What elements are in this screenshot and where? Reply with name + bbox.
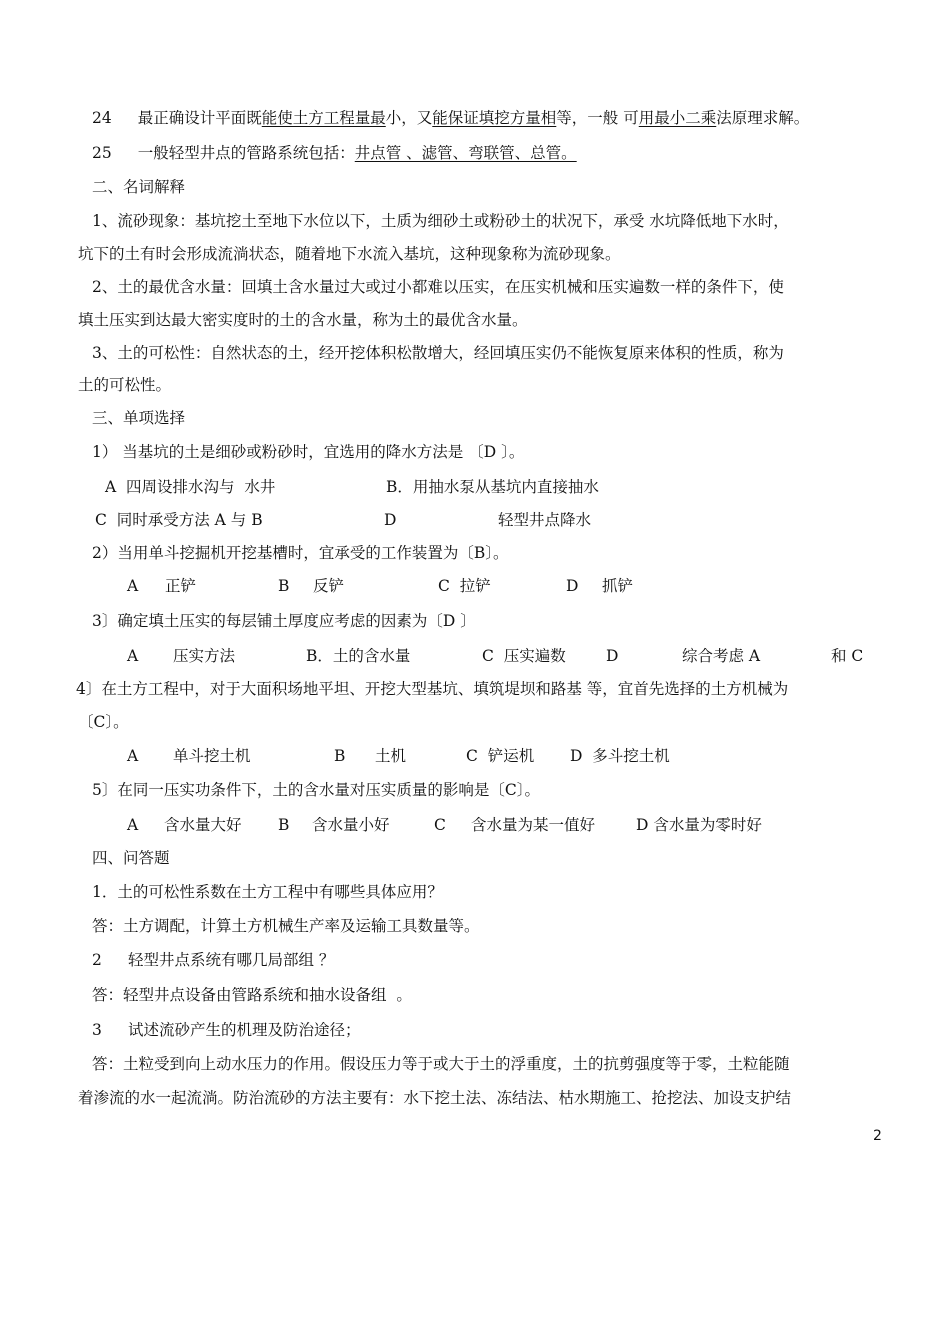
q24-text-3: 等，一般 可: [556, 109, 639, 127]
choice-q5-option-a-text: 含水量大好: [164, 816, 242, 834]
term-1-line-2: 坑下的土有时会形成流淌状态，随着地下水流入基坑，这种现象称为流砂现象。: [78, 245, 621, 263]
term-2-line-1: 2、土的最优含水量：回填土含水量过大或过小都难以压实，在压实机械和压实遍数一样的条件下，使: [92, 278, 784, 296]
choice-q1-option-c: C 同时承受方法 A 与 B: [95, 511, 263, 529]
choice-q2-stem: 2）当用单斗挖掘机开挖基槽时，宜承受的工作装置为〔B〕。: [92, 544, 509, 562]
choice-q3-option-d: D: [606, 647, 619, 665]
qa-answer-2: 答：轻型井点设备由管路系统和抽水设备组 。: [92, 986, 412, 1004]
choice-q3-option-d-text: 综合考虑 A: [682, 647, 761, 665]
choice-q4-option-b: B: [334, 747, 346, 765]
choice-q5-option-b: B: [278, 816, 290, 834]
qa-answer-3-line-2: 着渗流的水一起流淌。防治流砂的方法主要有：水下挖土法、冻结法、枯水期施工、抢挖法、加设支护结: [78, 1089, 792, 1107]
qa-question-2: 轻型井点系统有哪几局部组 ？: [128, 951, 335, 969]
q24-underline-2: 能保证填挖方量相: [432, 109, 557, 127]
choice-q4-stem-line-2: 〔C〕。: [78, 713, 129, 731]
q25-number: 25: [92, 144, 112, 162]
qa-question-3: 试述流砂产生的机理及防治途径；: [128, 1021, 361, 1039]
choice-q4-option-d: D 多斗挖土机: [570, 747, 670, 765]
qa-question-2-number: 2: [92, 951, 102, 969]
section-heading-choice: 三、单项选择: [92, 409, 186, 427]
term-3-line-1: 3、土的可松性：自然状态的土，经开挖体积松散增大，经回填压实仍不能恢复原来体积的性质，称为: [92, 344, 784, 362]
choice-q3-option-a-text: 压实方法: [173, 647, 236, 665]
q24-text-2: 小，又: [385, 109, 433, 127]
choice-q1-option-b: B．用抽水泵从基坑内直接抽水: [386, 478, 599, 496]
choice-q5-option-b-text: 含水量小好: [312, 816, 390, 834]
choice-q2-option-b-text: 反铲: [313, 577, 345, 595]
qa-answer-1: 答：土方调配，计算土方机械生产率及运输工具数量等。: [92, 917, 480, 935]
choice-q4-option-a-text: 单斗挖土机: [173, 747, 251, 765]
choice-q3-option-c: C 压实遍数: [482, 647, 566, 665]
choice-q2-option-d-text: 抓铲: [602, 577, 634, 595]
choice-q2-option-a: A: [127, 577, 139, 595]
qa-question-3-number: 3: [92, 1021, 102, 1039]
q24-number: 24: [92, 109, 112, 127]
choice-q5-stem: 5〕在同一压实功条件下，土的含水量对压实质量的影响是〔C〕。: [92, 781, 540, 799]
section-heading-qa: 四、问答题: [92, 849, 170, 867]
q25-underline-1: 井点管 、滤管、弯联管、总管。: [354, 144, 577, 162]
term-1-line-1: 1、流砂现象：基坑挖土至地下水位以下，土质为细砂土或粉砂土的状况下，承受 水坑降低地下水时，: [92, 212, 789, 230]
choice-q4-option-a: A: [127, 747, 139, 765]
choice-q5-option-d: D 含水量为零时好: [636, 816, 762, 834]
qa-answer-3-line-1: 答：土粒受到向上动水压力的作用。假设压力等于或大于土的浮重度，土的抗剪强度等于零，土粒能随: [92, 1055, 790, 1073]
choice-q3-stem: 3〕确定填土压实的每层铺土厚度应考虑的因素为〔D 〕: [92, 612, 476, 630]
choice-q1-stem: 1） 当基坑的土是细砂或粉砂时，宜选用的降水方法是 〔D 〕。: [92, 443, 525, 461]
fill-q25: [92, 143, 577, 163]
choice-q3-option-d-text-2: 和 C: [831, 647, 864, 665]
page-number: 2: [873, 1128, 882, 1144]
choice-q1-option-d-text: 轻型井点降水: [498, 511, 592, 529]
choice-q3-option-a: A: [127, 647, 139, 665]
choice-q5-option-c-text: 含水量为某一值好: [471, 816, 596, 834]
term-2-line-2: 填土压实到达最大密实度时的土的含水量，称为土的最优含水量。: [78, 311, 528, 329]
choice-q2-option-a-text: 正铲: [165, 577, 197, 595]
fill-q24: [92, 108, 809, 128]
choice-q4-stem-line-1: 4〕在土方工程中，对于大面积场地平坦、开挖大型基坑、填筑堤坝和路基 等，宜首先选择的土方机械为: [76, 680, 789, 698]
choice-q4-option-c: C 铲运机: [466, 747, 535, 765]
choice-q2-option-d: D: [566, 577, 579, 595]
q24-underline-1: 能使土方工程量最: [261, 109, 386, 127]
choice-q3-option-b: B．土的含水量: [306, 647, 411, 665]
choice-q2-option-c: C 拉铲: [438, 577, 491, 595]
q24-text-4: 法原理求解。: [716, 109, 810, 127]
choice-q5-option-a: A: [127, 816, 139, 834]
choice-q5-option-c: C: [434, 816, 446, 834]
choice-q1-option-d: D: [384, 511, 397, 529]
choice-q4-option-b-text: 土机: [375, 747, 407, 765]
q24-text-1: 最正确设计平面既: [137, 109, 262, 127]
choice-q2-option-b: B: [278, 577, 290, 595]
choice-q1-option-a: A 四周设排水沟与 水井: [105, 478, 276, 496]
term-3-line-2: 土的可松性。: [78, 376, 172, 394]
qa-question-1: 1．土的可松性系数在土方工程中有哪些具体应用？: [92, 883, 443, 901]
q25-text-1: 一般轻型井点的管路系统包括：: [137, 144, 355, 162]
section-heading-terms: 二、名词解释: [92, 178, 186, 196]
q24-underline-3: 用最小二乘: [638, 109, 717, 127]
